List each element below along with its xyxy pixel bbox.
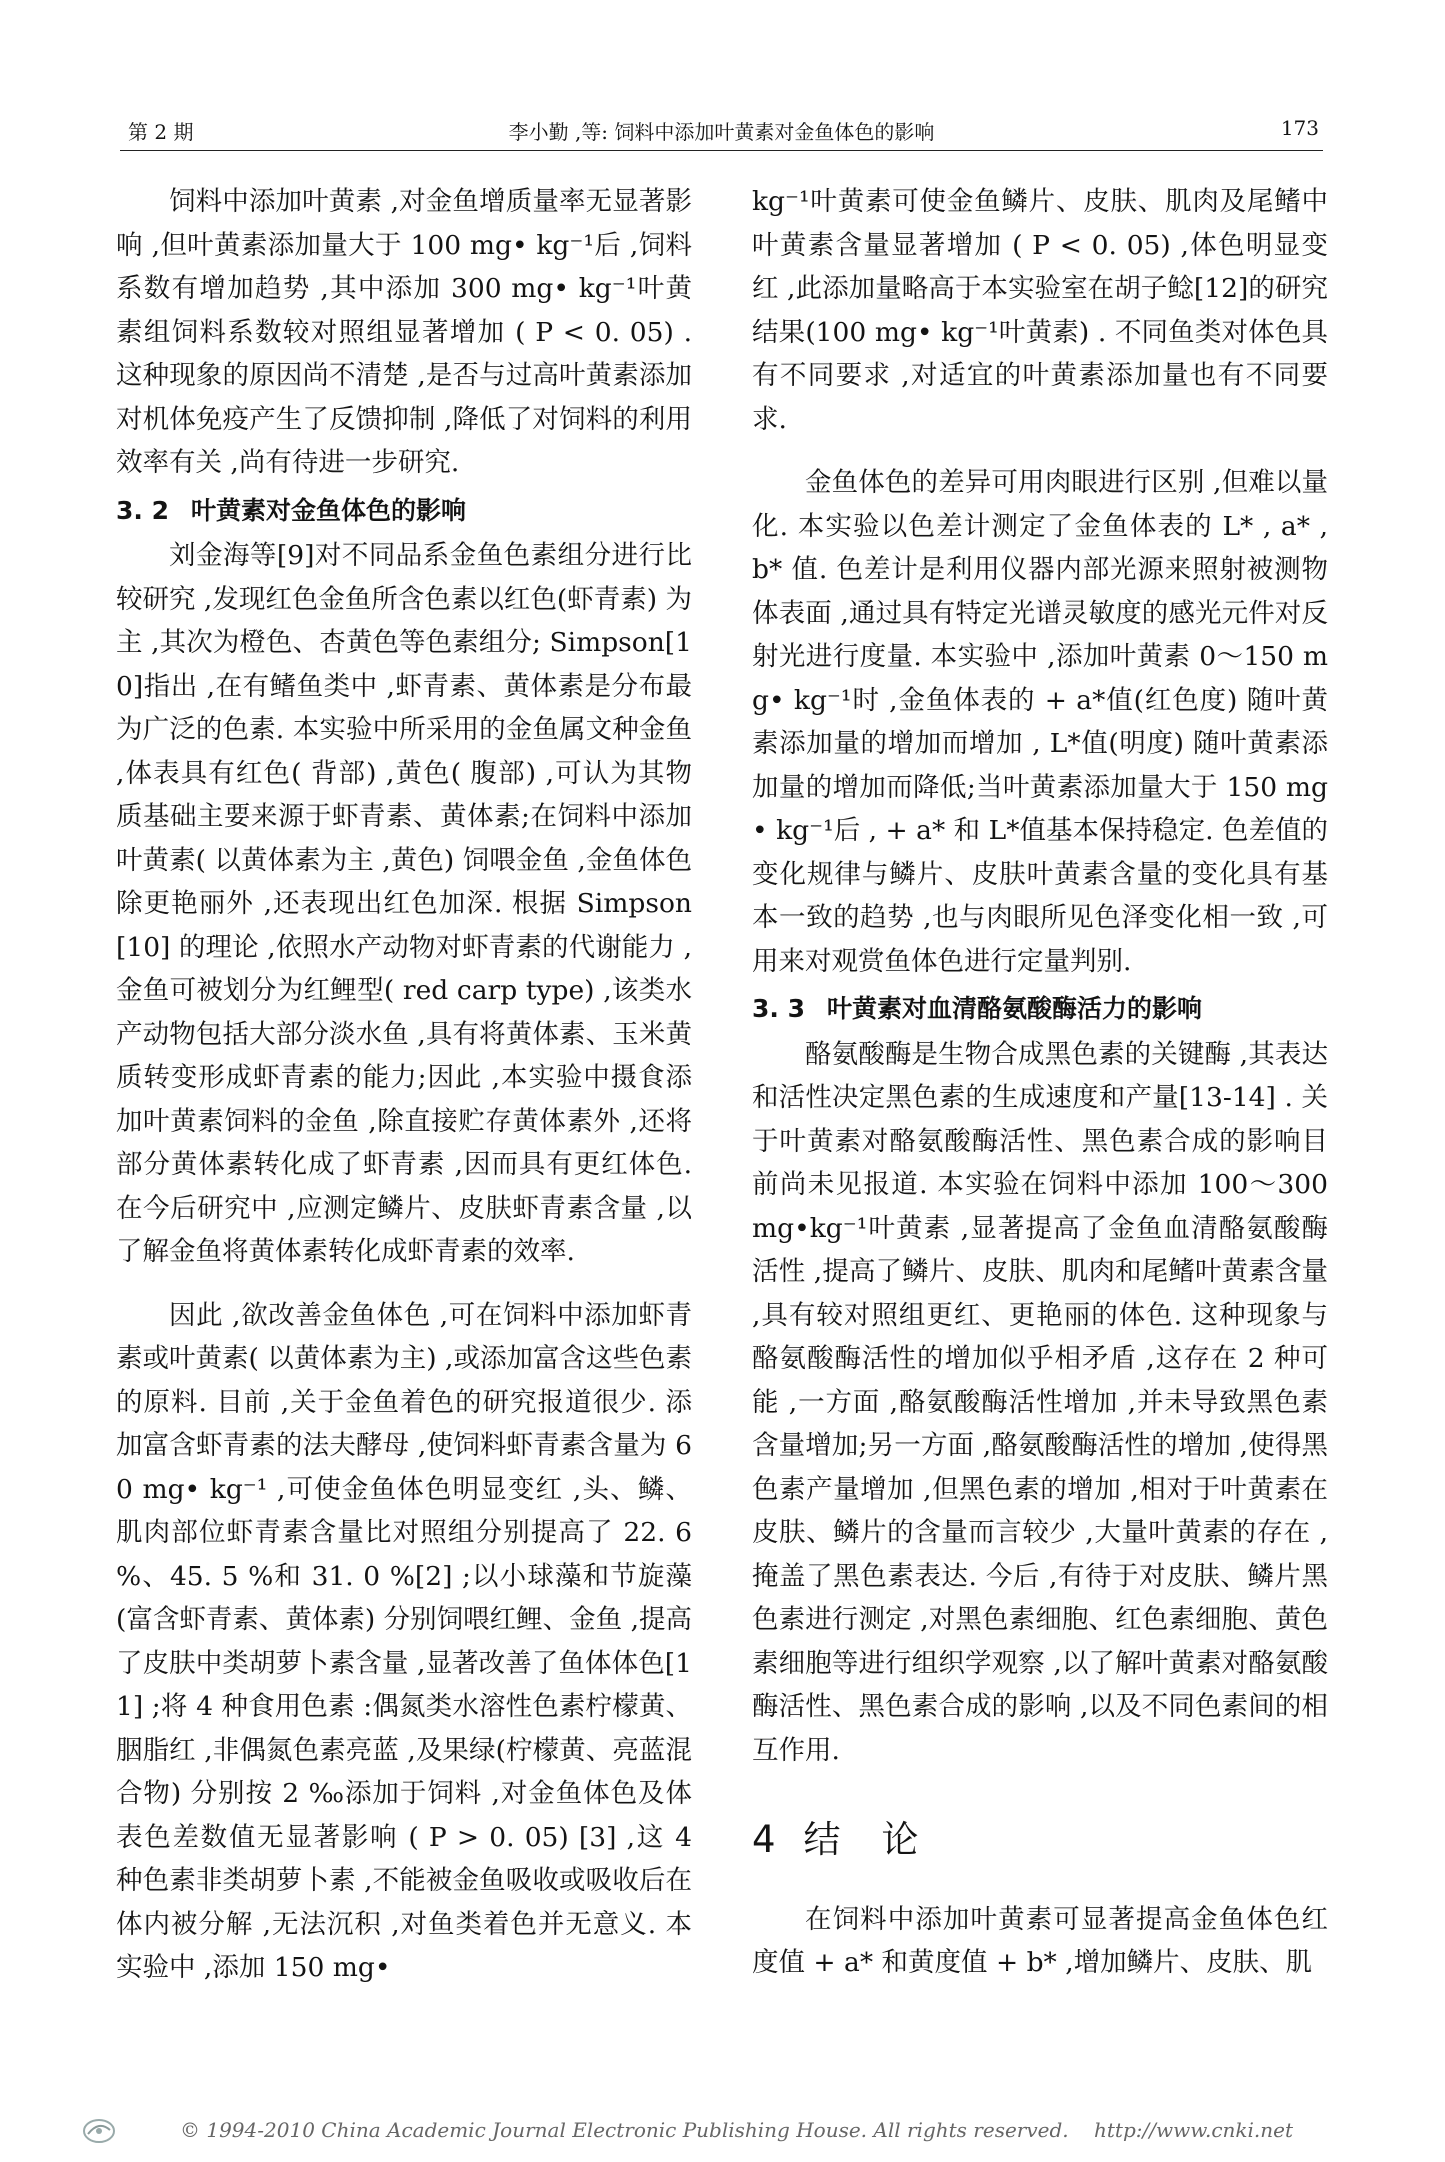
paragraph: 因此 ,欲改善金鱼体色 ,可在饲料中添加虾青素或叶黄素( 以黄体素为主) ,或添加富含这些色素的原料. 目前 ,关于金鱼着色的研究报道很少. 添加富含虾青素的法夫酵母 ,使饲料虾青素含量为 60 mg• kg⁻¹ ,可使金鱼体色明显变红 ,头、鳞、肌肉部位虾青素含量比对照组分别提高了 22. 6 %、45. 5 %和 31. 0 %[2] ;以小球藻和节旋藻(富含虾青素、黄体素) 分别饲喂红鲤、金鱼 ,提高了皮肤中类胡萝卜素含量 ,显著改善了鱼体体色[11] ;将 4 种食用色素 :偶氮类水溶性色素柠檬黄、胭脂红 ,非偶氮色素亮蓝 ,及果绿(柠檬黄、亮蓝混合物) 分别按 2 ‰添加于饲料 ,对金鱼体色及体表色差数值无显著影响 ( P > 0. 05) [3] ,这 4 种色素非类胡萝卜素 ,不能被金鱼吸收或吸收后在体内被分解 ,无法沉积 ,对鱼类着色并无意义. 本实验中 ,添加 150 mg•	[116, 1299, 692, 1983]
running-header	[120, 106, 1323, 151]
section-heading-3-3	[752, 987, 1328, 1031]
page-number: 173	[1280, 116, 1319, 140]
section-number: 3. 3	[752, 994, 805, 1023]
issue-label: 第 2 期	[128, 120, 194, 144]
paragraph: 饲料中添加叶黄素 ,对金鱼增质量率无显著影响 ,但叶黄素添加量大于 100 mg• kg⁻¹后 ,饲料系数有增加趋势 ,其中添加 300 mg• kg⁻¹叶黄素组饲料系数较对照组显著增加 ( P < 0. 05) . 这种现象的原因尚不清楚 ,是否与过高叶黄素添加对机体免疫产生了反馈抑制 ,降低了对饲料的利用效率有关 ,尚有待进一步研究.	[116, 186, 692, 478]
left-column	[116, 180, 692, 1990]
chapter-title: 结 论	[803, 1818, 921, 1861]
right-column	[752, 180, 1328, 1985]
paragraph: 金鱼体色的差异可用肉眼进行区别 ,但难以量化. 本实验以色差计测定了金鱼体表的 L* , a* , b* 值. 色差计是利用仪器内部光源来照射被测物体表面 ,通过具有特定光谱灵敏度的感光元件对反射光进行度量. 本实验中 ,添加叶黄素 0～150 mg• kg⁻¹时 ,金鱼体表的 + a*值(红色度) 随叶黄素添加量的增加而增加 , L*值(明度) 随叶黄素添加量的增加而降低;当叶黄素添加量大于 150 mg• kg⁻¹后 , + a* 和 L*值基本保持稳定. 色差值的变化规律与鳞片、皮肤叶黄素含量的变化具有基本一致的趋势 ,也与肉眼所见色泽变化相一致 ,可用来对观赏鱼体色进行定量判别.	[752, 467, 1328, 977]
paragraph: kg⁻¹叶黄素可使金鱼鳞片、皮肤、肌肉及尾鳍中叶黄素含量显著增加 ( P < 0. 05) ,体色明显变红 ,此添加量略高于本实验室在胡子鲶[12]的研究结果(100 mg• kg⁻¹叶黄素) . 不同鱼类对体色具有不同要求 ,对适宜的叶黄素添加量也有不同要求.	[752, 186, 1328, 435]
chapter-number: 4	[752, 1818, 778, 1861]
section-title: 叶黄素对金鱼体色的影响	[191, 495, 467, 525]
section-number: 3. 2	[116, 495, 169, 525]
publisher-logo-icon	[82, 2116, 116, 2146]
chapter-heading-4	[752, 1818, 1328, 1862]
copyright-text: © 1994-2010 China Academic Journal Electronic Publishing House. All rights reserved.	[180, 2118, 1069, 2142]
paragraph: 刘金海等[9]对不同品系金鱼色素组分进行比较研究 ,发现红色金鱼所含色素以红色(虾青素) 为主 ,其次为橙色、杏黄色等色素组分; Simpson[10]指出 ,在有鳍鱼类中 ,虾青素、黄体素是分布最为广泛的色素. 本实验中所采用的金鱼属文种金鱼 ,体表具有红色( 背部) ,黄色( 腹部) ,可认为其物质基础主要来源于虾青素、黄体素;在饲料中添加叶黄素( 以黄体素为主 ,黄色) 饲喂金鱼 ,金鱼体色除更艳丽外 ,还表现出红色加深. 根据 Simpson[10] 的理论 ,依照水产动物对虾青素的代谢能力 ,金鱼可被划分为红鲤型( red carp type) ,该类水产动物包括大部分淡水鱼 ,具有将黄体素、玉米黄质转变形成虾青素的能力;因此 ,本实验中摄食添加叶黄素饲料的金鱼 ,除直接贮存黄体素外 ,还将部分黄体素转化成了虾青素 ,因而具有更红体色. 在今后研究中 ,应测定鳞片、皮肤虾青素含量 ,以了解金鱼将黄体素转化成虾青素的效率.	[116, 540, 692, 1267]
section-heading-3-2	[116, 489, 692, 533]
paragraph: 在饲料中添加叶黄素可显著提高金鱼体色红度值 + a* 和黄度值 + b* ,增加鳞片、皮肤、肌	[752, 1903, 1328, 1978]
section-title: 叶黄素对血清酪氨酸酶活力的影响	[827, 994, 1203, 1023]
publisher-url[interactable]: http://www.cnki.net	[1094, 2118, 1294, 2142]
running-title: 李小勤 ,等: 饲料中添加叶黄素对金鱼体色的影响	[508, 120, 935, 144]
copyright-footer	[0, 2118, 1445, 2146]
paragraph: 酪氨酸酶是生物合成黑色素的关键酶 ,其表达和活性决定黑色素的生成速度和产量[13-14] . 关于叶黄素对酪氨酸酶活性、黑色素合成的影响目前尚未见报道. 本实验在饲料中添加 100～300 mg•kg⁻¹叶黄素 ,显著提高了金鱼血清酪氨酸酶活性 ,提高了鳞片、皮肤、肌肉和尾鳍叶黄素含量 ,具有较对照组更红、更艳丽的体色. 这种现象与酪氨酸酶活性的增加似乎相矛盾 ,这存在 2 种可能 ,一方面 ,酪氨酸酶活性增加 ,并未导致黑色素含量增加;另一方面 ,酪氨酸酶活性的增加 ,使得黑色素产量增加 ,但黑色素的增加 ,相对于叶黄素在皮肤、鳞片的含量而言较少 ,大量叶黄素的存在 ,掩盖了黑色素表达. 今后 ,有待于对皮肤、鳞片黑色素进行测定 ,对黑色素细胞、红色素细胞、黄色素细胞等进行组织学观察 ,以了解叶黄素对酪氨酸酶活性、黑色素合成的影响 ,以及不同色素间的相互作用.	[752, 1038, 1328, 1766]
